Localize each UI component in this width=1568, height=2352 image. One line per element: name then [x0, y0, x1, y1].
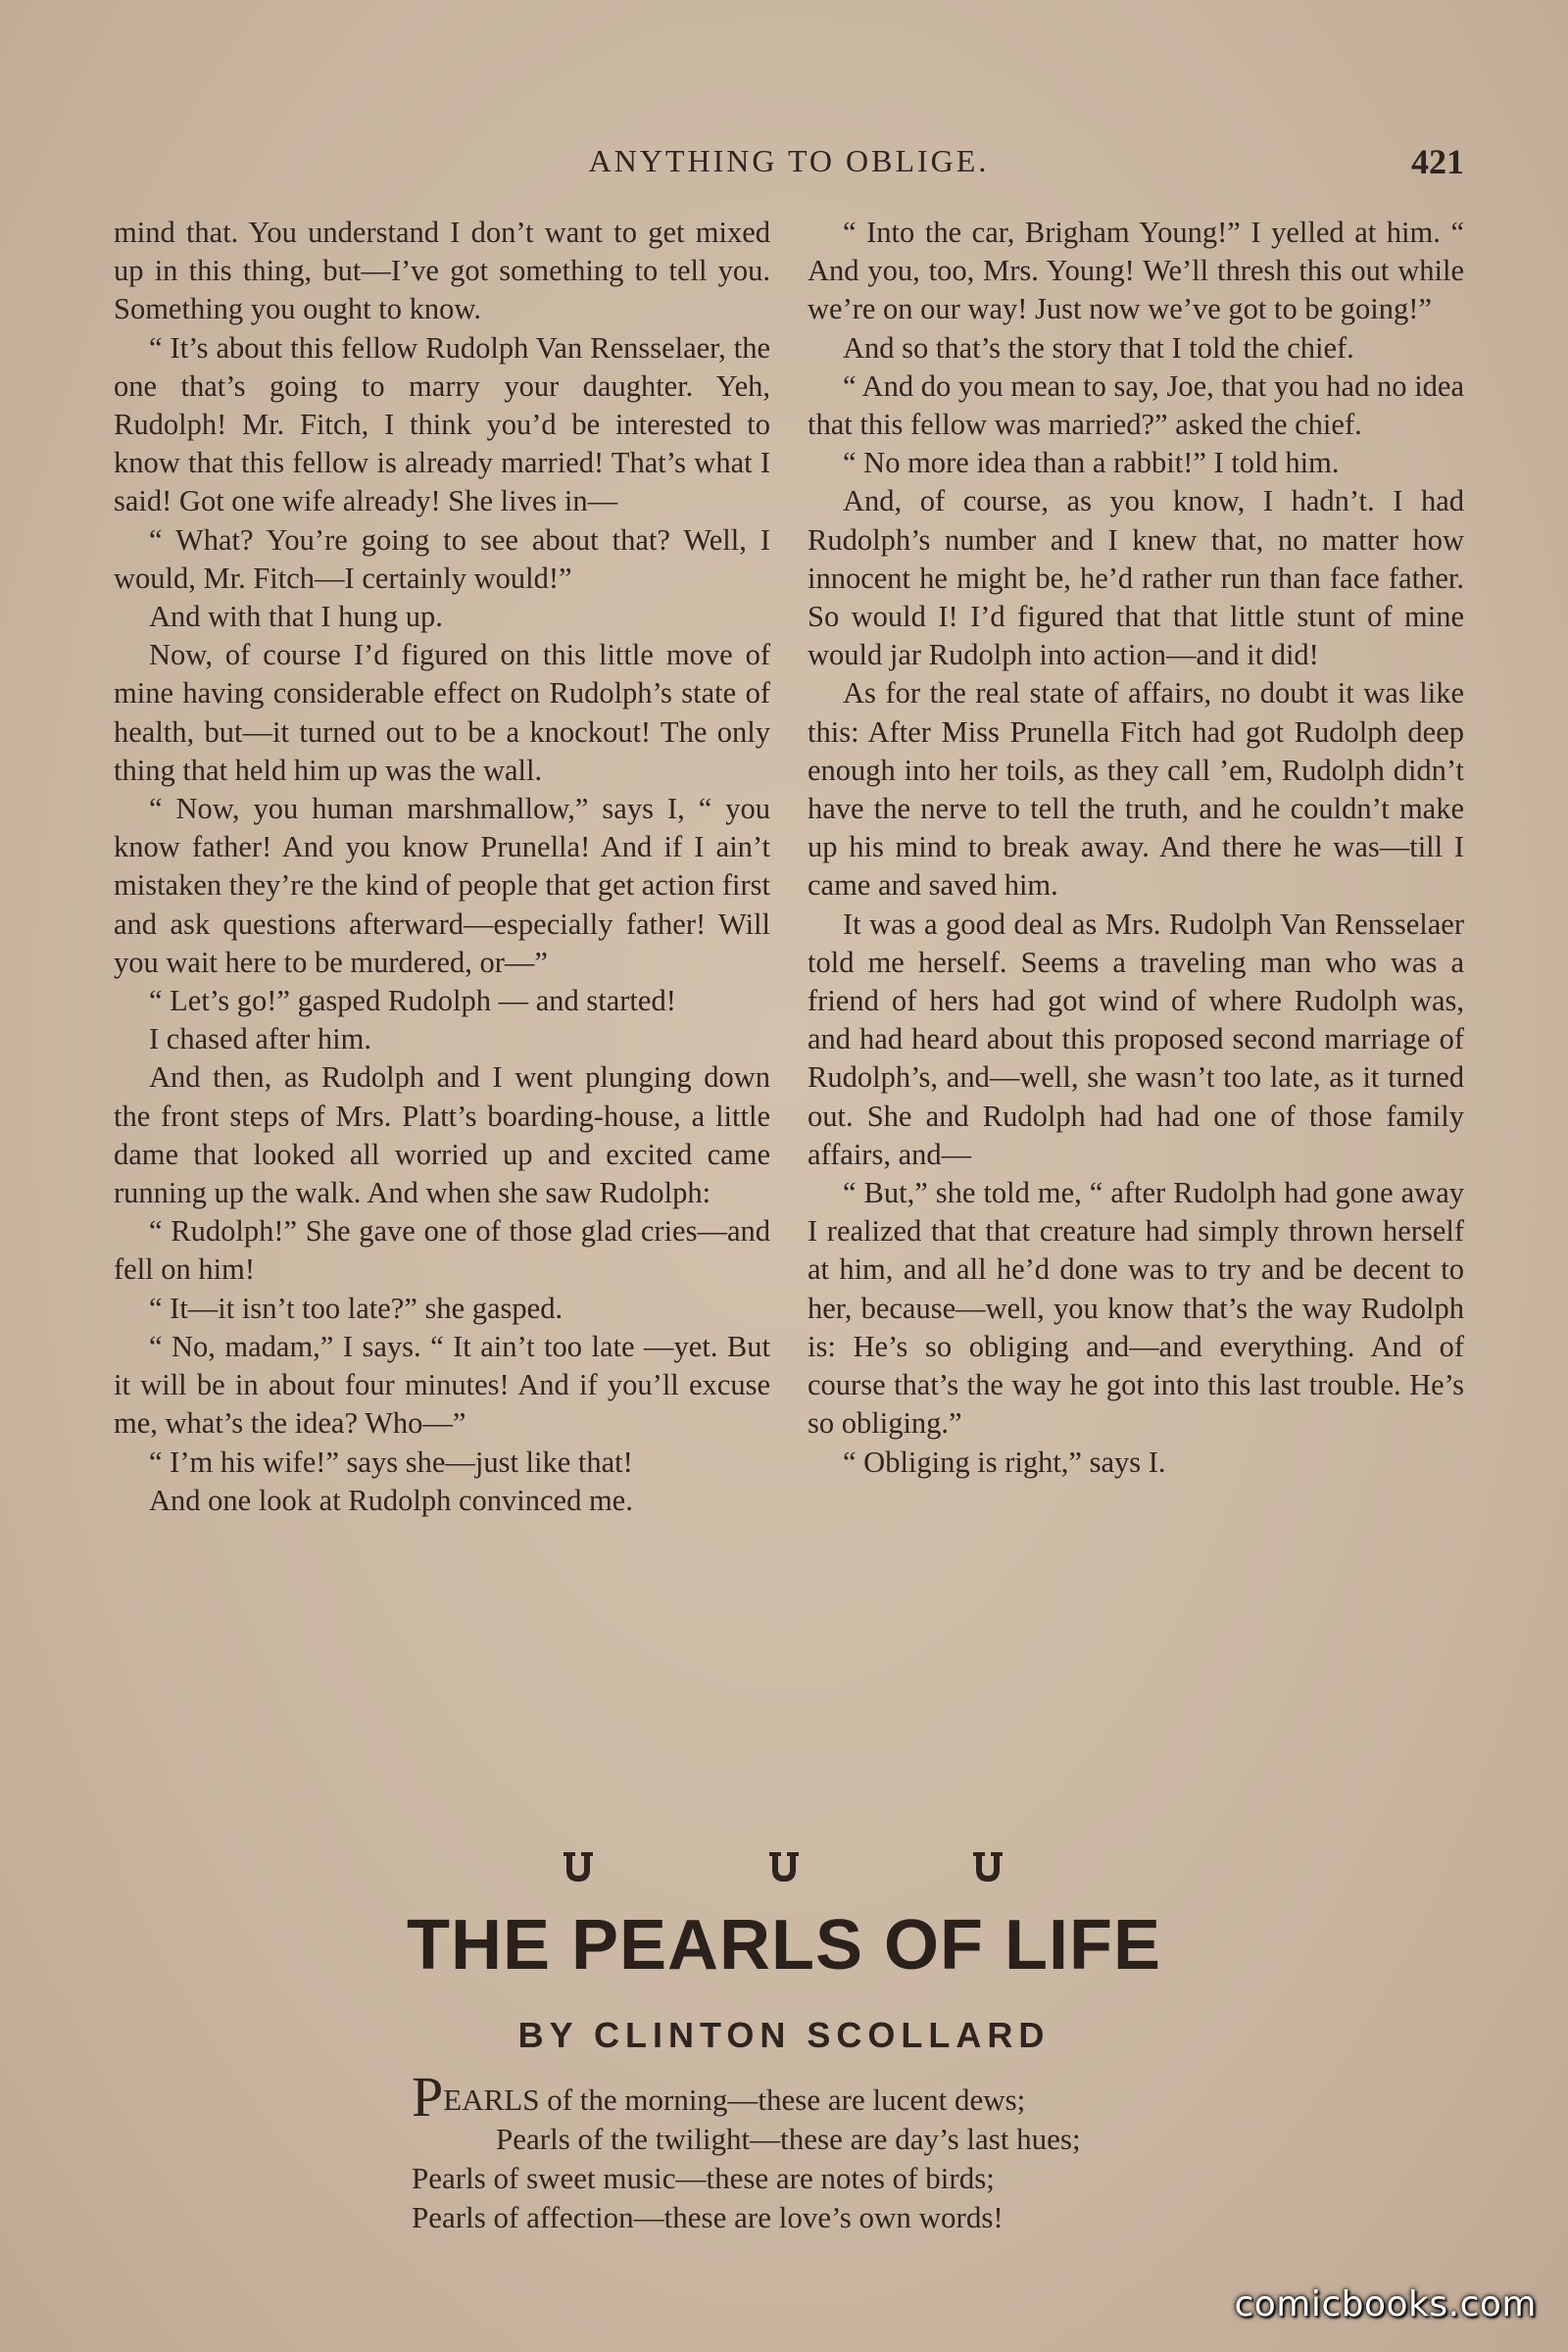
- paragraph: “ And do you mean to say, Joe, that you had no idea that this fellow was married?” asked the chief.: [808, 368, 1464, 442]
- drop-cap: P: [412, 2065, 444, 2129]
- paragraph: And, of course, as you know, I hadn’t. I had Rudolph’s number and I knew that, no matter how innocent he might be, he’d rather run than face father. So would I! I’d figured that that little stunt of mine would jar Rudolph into action—and it did!: [808, 484, 1464, 672]
- poem-line: Pearls of affection—these are love’s own words!: [412, 2200, 1004, 2234]
- running-title: ANYTHING TO OBLIGE.: [588, 143, 990, 178]
- paragraph: As for the real state of affairs, no doubt it was like this: After Miss Prunella Fitch had got Rudolph deep enough into her toils, as they call ’em, Rudolph didn’t have the nerve to tell the truth, and he couldn’t make up his mind to break away. And there he was—till I came and saved him.: [808, 676, 1464, 903]
- page-header: [0, 137, 1568, 186]
- paragraph: And one look at Rudolph convinced me.: [149, 1483, 633, 1517]
- paragraph: I chased after him.: [149, 1022, 371, 1056]
- paragraph: “ Rudolph!” She gave one of those glad cries—and fell on him!: [114, 1214, 770, 1287]
- story-columns: [114, 214, 1466, 1821]
- paragraph: “ But,” she told me, “ after Rudolph had gone away I realized that that creature had simply thrown herself at him, and all he’d done was to try and be decent to her, because—well, you know that’s the way Rudolph is: He’s so obliging and—and everything. And of course that’s the way he got into this last trouble. He’s so obliging.”: [808, 1176, 1464, 1441]
- paragraph: “ I’m his wife!” says she—just like that!: [149, 1445, 633, 1479]
- paragraph: mind that. You understand I don’t want to get mixed up in this thing, but—I’ve got something to tell you. Something you ought to know.: [114, 216, 770, 326]
- right-column: [808, 214, 1464, 1482]
- horseshoe-icon: [968, 1848, 1007, 1887]
- poem-byline: BY CLINTON SCOLLARD: [517, 2015, 1051, 2055]
- paragraph: Now, of course I’d figured on this little move of mine having considerable effect on Rudolph’s state of health, but—it turned out to be a knockout! The only thing that held him up was the wall.: [114, 638, 770, 787]
- paragraph: And so that’s the story that I told the chief.: [843, 330, 1354, 365]
- paragraph: “ Obliging is right,” says I.: [843, 1445, 1166, 1479]
- poem-title: THE PEARLS OF LIFE: [406, 1906, 1162, 1984]
- paragraph: “ No, madam,” I says. “ It ain’t too late —yet. But it will be in about four minutes! And if you’ll excuse me, what’s the idea? Who—”: [114, 1329, 770, 1441]
- poem-body: [412, 2065, 1294, 2237]
- poem-line: [412, 2065, 1294, 2129]
- paragraph: “ It’s about this fellow Rudolph Van Rensselaer, the one that’s going to marry your daughter. Yeh, Rudolph! Mr. Fitch, I think you’d be interested to know that this fellow is already married! That’s what I said! Got one wife already! She lives in—: [114, 330, 770, 518]
- paragraph: “ It—it isn’t too late?” she gasped.: [149, 1291, 564, 1325]
- paragraph: And then, as Rudolph and I went plunging down the front steps of Mrs. Platt’s boarding-house, a little dame that looked all worried up and excited came running up the walk. And when she saw Rudolph:: [114, 1060, 770, 1210]
- section-ornaments: [0, 1848, 1568, 1897]
- poem-line-text: EARLS of the morning—these are lucent dews;: [443, 2082, 1026, 2117]
- paragraph: It was a good deal as Mrs. Rudolph Van Rensselaer told me herself. Seems a traveling man who was a friend of hers had got wind of where Rudolph was, and had heard about this proposed second marriage of Rudolph’s, and—well, she wasn’t too late, as it turned out. She and Rudolph had had one of those family affairs, and—: [808, 906, 1464, 1171]
- paragraph: “ No more idea than a rabbit!” I told him.: [843, 446, 1340, 480]
- paragraph: “ Let’s go!” gasped Rudolph — and started!: [149, 984, 676, 1018]
- paragraph: “ Now, you human marshmallow,” says I, “ you know father! And you know Prunella! And if I ain’t mistaken they’re the kind of people that get action first and ask questions afterward—especially father! Will you wait here to be murdered, or—”: [114, 792, 770, 979]
- horseshoe-icon: [559, 1848, 598, 1887]
- poem-line: Pearls of sweet music—these are notes of birds;: [412, 2161, 995, 2195]
- site-watermark: comicbooks.com: [1234, 2284, 1537, 2325]
- paragraph: “ What? You’re going to see about that? Well, I would, Mr. Fitch—I certainly would!”: [114, 522, 770, 595]
- paragraph: And with that I hung up.: [149, 600, 443, 634]
- paragraph: “ Into the car, Brigham Young!” I yelled at him. “ And you, too, Mrs. Young! We’ll thresh this out while we’re on our way! Just now we’ve got to be going!”: [808, 216, 1464, 326]
- left-column: [114, 214, 770, 1520]
- poem-line: Pearls of the twilight—these are day’s last hues;: [496, 2122, 1081, 2156]
- horseshoe-icon: [764, 1848, 804, 1887]
- page-number: 421: [1411, 142, 1464, 181]
